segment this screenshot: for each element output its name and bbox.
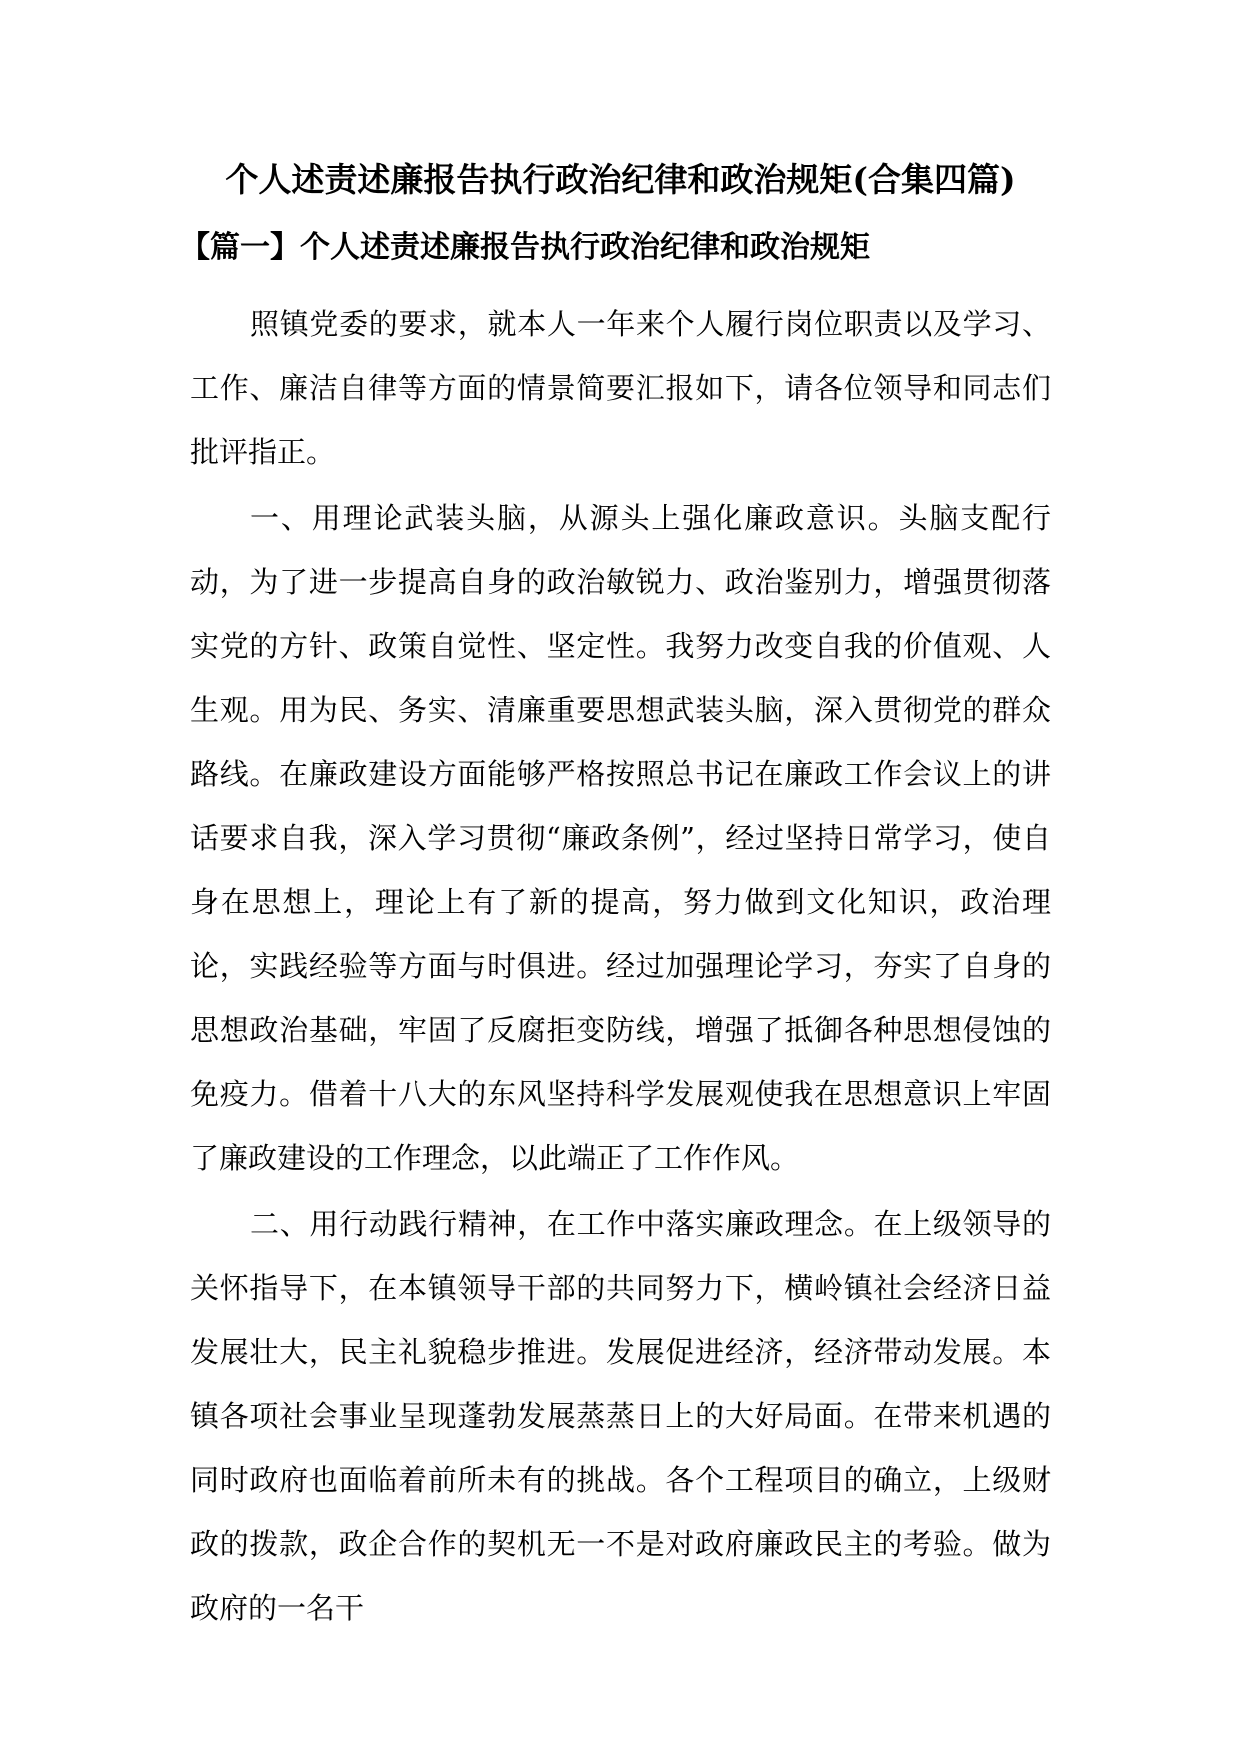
document-body xyxy=(190,292,1051,1640)
paragraph-action: 二、用行动践行精神，在工作中落实廉政理念。在上级领导的关怀指导下，在本镇领导干部的共同努力下，横岭镇社会经济日益发展壮大，民主礼貌稳步推进。发展促进经济，经济带动发展。本镇各项社会事业呈现蓬勃发展蒸蒸日上的大好局面。在带来机遇的同时政府也面临着前所未有的挑战。各个工程项目的确立，上级财政的拨款，政企合作的契机无一不是对政府廉政民主的考验。做为政府的一名干 xyxy=(190,1207,1051,1625)
paragraph-theory: 一、用理论武装头脑，从源头上强化廉政意识。头脑支配行动，为了进一步提高自身的政治敏锐力、政治鉴别力，增强贯彻落实党的方针、政策自觉性、坚定性。我努力改变自我的价值观、人生观。用为民、务实、清廉重要思想武装头脑，深入贯彻党的群众路线。在廉政建设方面能够严格按照总书记在廉政工作会议上的讲话要求自我，深入学习贯彻“廉政条例”，经过坚持日常学习，使自身在思想上，理论上有了新的提高，努力做到文化知识，政治理论，实践经验等方面与时俱进。经过加强理论学习，夯实了自身的思想政治基础，牢固了反腐拒变防线，增强了抵御各种思想侵蚀的免疫力。借着十八大的东风坚持科学发展观使我在思想意识上牢固了廉政建设的工作理念，以此端正了工作作风。 xyxy=(190,501,1051,1175)
document-title: 个人述责述廉报告执行政治纪律和政治规矩(合集四篇) xyxy=(225,160,1016,199)
paragraph-intro: 照镇党委的要求，就本人一年来个人履行岗位职责以及学习、工作、廉洁自律等方面的情景简要汇报如下，请各位领导和同志们批评指正。 xyxy=(190,307,1051,469)
section-heading: 【篇一】个人述责述廉报告执行政治纪律和政治规矩 xyxy=(180,230,870,265)
